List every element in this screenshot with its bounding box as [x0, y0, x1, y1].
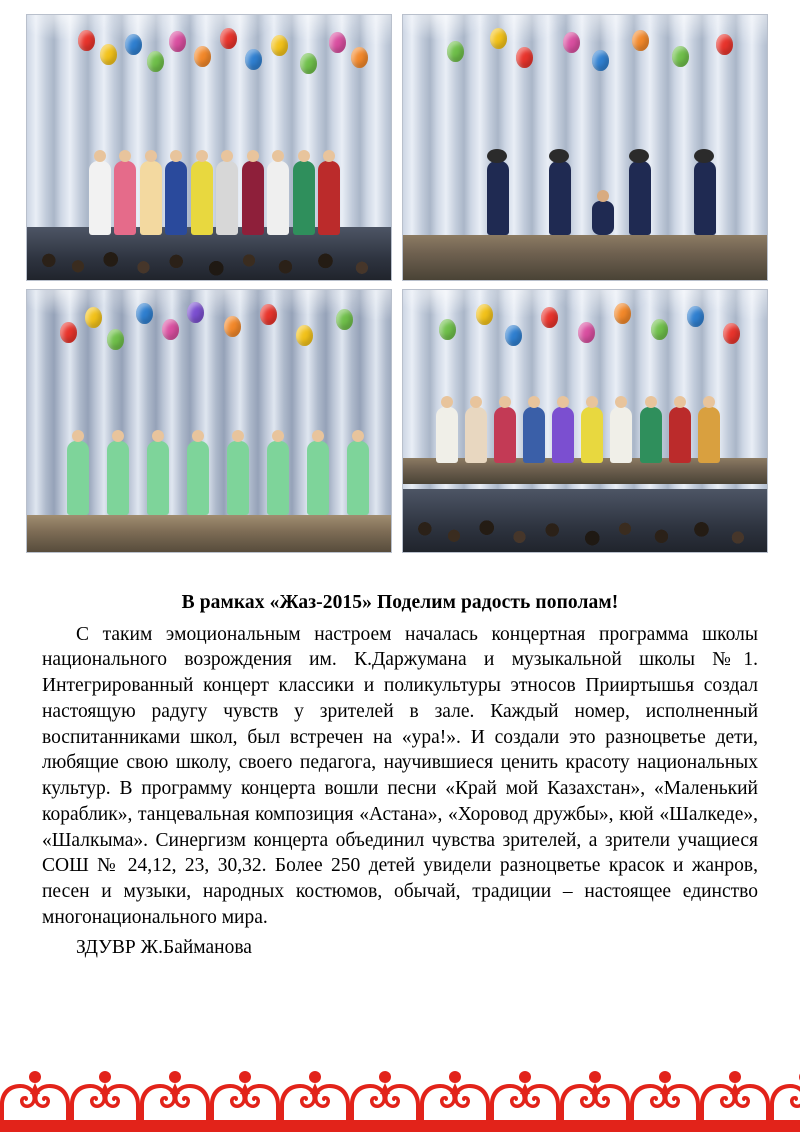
balloon — [296, 325, 313, 346]
balloon — [162, 319, 179, 340]
balloon — [100, 44, 117, 65]
balloon — [169, 31, 186, 52]
balloon — [447, 41, 464, 62]
papakha-hat — [694, 149, 714, 163]
stage-floor — [27, 515, 391, 552]
balloon — [136, 303, 153, 324]
balloon — [60, 322, 77, 343]
balloon — [329, 32, 346, 53]
ornament-footer — [0, 1070, 800, 1132]
balloon — [85, 307, 102, 328]
photo-girls-in-green-dresses — [26, 289, 392, 553]
balloon — [78, 30, 95, 51]
balloon — [245, 49, 262, 70]
photo-grid — [26, 14, 774, 553]
performer — [267, 161, 289, 235]
balloon — [687, 306, 704, 327]
performer — [67, 441, 89, 515]
performer — [216, 161, 238, 235]
performer — [107, 441, 129, 515]
balloon — [260, 304, 277, 325]
performer — [465, 407, 487, 463]
performer — [487, 161, 509, 235]
performer — [610, 407, 632, 463]
performer — [523, 407, 545, 463]
balloon — [107, 329, 124, 350]
balloon — [125, 34, 142, 55]
performer — [629, 161, 651, 235]
balloon — [351, 47, 368, 68]
balloon — [336, 309, 353, 330]
photo-ensemble-finale-with-audience — [402, 289, 768, 553]
performer — [694, 161, 716, 235]
performer — [347, 441, 369, 515]
balloon — [632, 30, 649, 51]
performer — [669, 407, 691, 463]
performer — [552, 407, 574, 463]
photo-children-in-national-costumes-on-stage — [26, 14, 392, 281]
balloon — [271, 35, 288, 56]
performer — [147, 441, 169, 515]
performer — [191, 161, 213, 235]
balloon — [505, 325, 522, 346]
balloon — [723, 323, 740, 344]
balloon — [300, 53, 317, 74]
balloon — [439, 319, 456, 340]
performer — [494, 407, 516, 463]
article — [42, 590, 758, 960]
performer — [187, 441, 209, 515]
balloon — [194, 46, 211, 67]
balloon — [147, 51, 164, 72]
performer — [114, 161, 136, 235]
balloon-cluster — [27, 290, 391, 434]
audience-area — [403, 489, 767, 552]
performer — [640, 407, 662, 463]
article-title: В рамках «Жаз-2015» Поделим радость пополам! — [181, 592, 619, 613]
papakha-hat — [629, 149, 649, 163]
performer — [227, 441, 249, 515]
kazakh-ornament-icon — [0, 1070, 800, 1132]
papakha-hat — [549, 149, 569, 163]
balloon — [578, 322, 595, 343]
balloon — [651, 319, 668, 340]
papakha-hat — [487, 149, 507, 163]
performer-kneeling — [592, 201, 614, 235]
balloon — [672, 46, 689, 67]
balloon — [592, 50, 609, 71]
balloon — [476, 304, 493, 325]
article-body: С таким эмоциональным настроем началась концертная программа школы национального возрождения им. К.Даржумана и музыкальной школы №1. Интегрированный концерт классики и поликультуры этносов Прииртышья создал настоящую радугу чувств у зрителей в зале. Каждый номер, исполненный воспитанниками школ, был встречен на «ура!». И создали это разноцветье дети, любящие свою школу, своего педагога, научившиеся ценить красоту национальных культур. В программу концерта вошли песни «Край мой Казахстан», «Маленький кораблик», танцевальная композиция «Астана», «Хоровод дружбы», кюй «Шалкеде», «Шалкыма». Синергизм концерта объединил чувства зрителей, а зрители учащиеся СОШ № 24,12, 23, 30,32. Более 250 детей увидели разноцветье красок и жанров, песен и музыки, народных костюмов, обычай, традиции – настоящее единство многонационального мира. — [42, 623, 758, 928]
balloon — [187, 302, 204, 323]
performer — [267, 441, 289, 515]
performer — [165, 161, 187, 235]
performer — [436, 407, 458, 463]
balloon — [614, 303, 631, 324]
performer — [698, 407, 720, 463]
performer — [549, 161, 571, 235]
performer — [318, 161, 340, 235]
performer — [293, 161, 315, 235]
balloon — [516, 47, 533, 68]
balloon — [541, 307, 558, 328]
balloon-cluster — [403, 15, 767, 161]
balloon — [224, 316, 241, 337]
performer — [307, 441, 329, 515]
article-signature: ЗДУВР Ж.Байманова — [76, 936, 252, 958]
balloon — [220, 28, 237, 49]
balloon — [563, 32, 580, 53]
performer — [581, 407, 603, 463]
stage-floor — [403, 235, 767, 280]
balloon — [716, 34, 733, 55]
photo-dancers-in-black-costumes — [402, 14, 768, 281]
performer — [140, 161, 162, 235]
balloon-cluster — [27, 15, 391, 161]
performer — [89, 161, 111, 235]
performer — [242, 161, 264, 235]
balloon — [490, 28, 507, 49]
